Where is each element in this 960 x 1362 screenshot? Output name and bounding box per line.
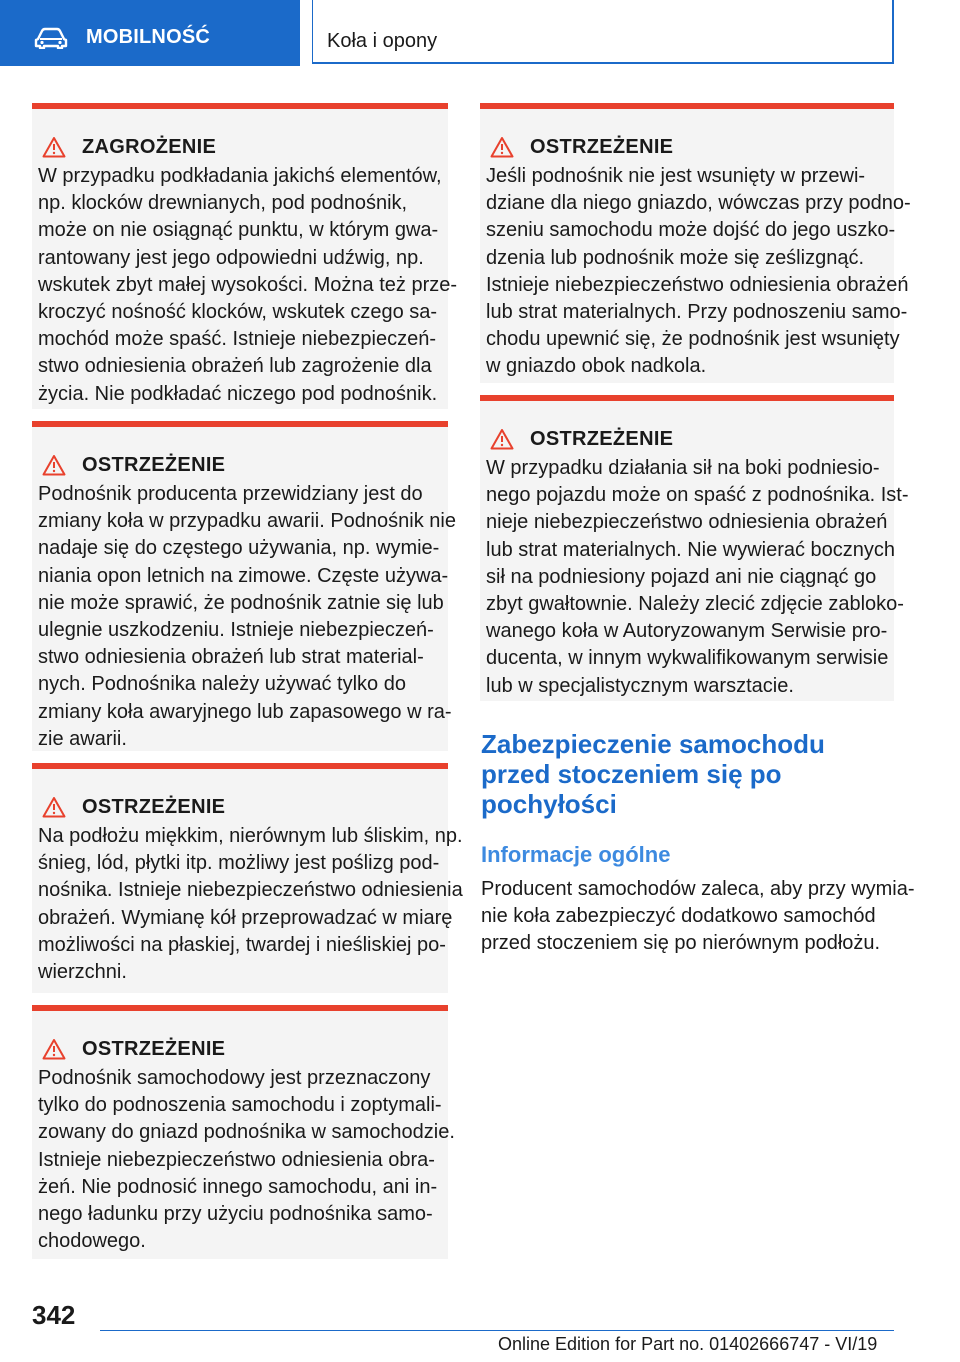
warning-triangle-icon <box>42 796 66 818</box>
warning-text: Podnośnik producenta przewidziany jest do zmiany koła w przypadku awarii. Podnośnik nie nadaje się do częstego używania, np. wymie- niania opon letnich na zimowe. Częste używa- nie może sprawić, że podnośnik zatnie się lub ulegnie uszkodzeniu. Istnieje niebezpieczeń- stwo odniesienia obrażeń lub strat material- nych. Podnośnika należy używać tylko do zmiany koła awaryjnego lub zapasowego w ra- zie awarii. <box>38 483 456 750</box>
warning-title: OSTRZEŻENIE <box>530 427 674 450</box>
edition-note: Online Edition for Part no. 01402666747 - VI/19 <box>498 1334 878 1354</box>
warning-triangle-icon <box>42 454 66 476</box>
subsection-heading: Informacje ogólne <box>481 842 671 867</box>
warning-text: Podnośnik samochodowy jest przeznaczony tylko do podnoszenia samochodu i zoptymali- zowany do gniazd podnośnika w samochodzie. Istnieje niebezpieczeństwo odniesienia obra- żeń. Nie podnosić innego samochodu, ani in- nego ładunku przy użyciu podnośnika samo- chodowego. <box>38 1067 455 1253</box>
warning-triangle-icon <box>42 1038 66 1060</box>
warning-title: OSTRZEŻENIE <box>82 795 226 818</box>
section-tab[interactable] <box>0 0 300 66</box>
footer-divider <box>100 1330 894 1331</box>
warning-text: W przypadku działania sił na boki podniesio- nego pojazdu może on spaść z podnośnika. Ist- nieje niebezpieczeństwo odniesienia obrażeń lub strat materialnych. Nie wywierać bocznych sił na podniesiony pojazd ani nie ciągnąć go zbyt gwałtownie. Należy zlecić zdjęcie zabloko- wanego koła w Autoryzowanym Serwisie pro- ducenta, w innym wykwalifikowanym serwisie lub w specjalistycznym warsztacie. <box>486 457 909 697</box>
warning-box <box>480 103 911 383</box>
warning-title: ZAGROŻENIE <box>82 135 217 158</box>
warning-triangle-icon <box>490 428 514 450</box>
chapter-header <box>312 0 894 64</box>
warning-box <box>480 395 909 701</box>
warning-title: OSTRZEŻENIE <box>82 1037 226 1060</box>
warning-box <box>32 421 456 751</box>
warning-box <box>32 103 458 409</box>
warning-title: OSTRZEŻENIE <box>82 453 226 476</box>
chapter-title: Koła i opony <box>327 30 438 52</box>
warning-triangle-icon <box>490 136 514 158</box>
warning-triangle-icon <box>42 136 66 158</box>
section-title: MOBILNOŚĆ <box>86 26 211 48</box>
warning-box <box>32 763 463 993</box>
warning-text: Jeśli podnośnik nie jest wsunięty w przewi- dziane dla niego gniazdo, wówczas przy podno- szeniu samochodu może dojść do jego uszko- dzenia lub podnośnik może się ześlizgnąć. Istnieje niebezpieczeństwo odniesienia obrażeń lub strat materialnych. Przy podnoszeniu samo- chodu upewnić się, że podnośnik jest wsunięty w gniazdo obok nadkola. <box>486 165 911 378</box>
page-number: 342 <box>32 1300 76 1330</box>
warning-text: Na podłożu miękkim, nierównym lub śliskim, np. śnieg, lód, płytki itp. możliwy jest poślizg pod- nośnika. Istnieje niebezpieczeństwo odniesienia obrażeń. Wymianę kół przeprowadzać w miarę możliwości na płaskiej, twardej i nieśliskiej po- wierzchni. <box>38 825 463 984</box>
warning-title: OSTRZEŻENIE <box>530 135 674 158</box>
subsection-text: Producent samochodów zaleca, aby przy wymia- nie koła zabezpieczyć dodatkowo samochód przed stoczeniem się po nierównym podłożu. <box>481 878 915 955</box>
warning-text: W przypadku podkładania jakichś elementów, np. klocków drewnianych, pod podnośnik, może on nie osiągnąć punktu, w którym gwa- rantowany jest jego odpowiedni udźwig, np. wskutek zbyt małej wysokości. Można też prze- kroczyć nośność klocków, wskutek czego sa- mochód może spaść. Istnieje niebezpieczeń- stwo odniesienia obrażeń lub zagrożenie dla życia. Nie podkładać niczego pod podnośnik. <box>38 165 458 405</box>
warning-box <box>32 1005 455 1259</box>
car-icon <box>34 27 68 49</box>
section-heading: Zabezpieczenie samochodu przed stoczeniem się po pochyłości <box>481 729 825 819</box>
